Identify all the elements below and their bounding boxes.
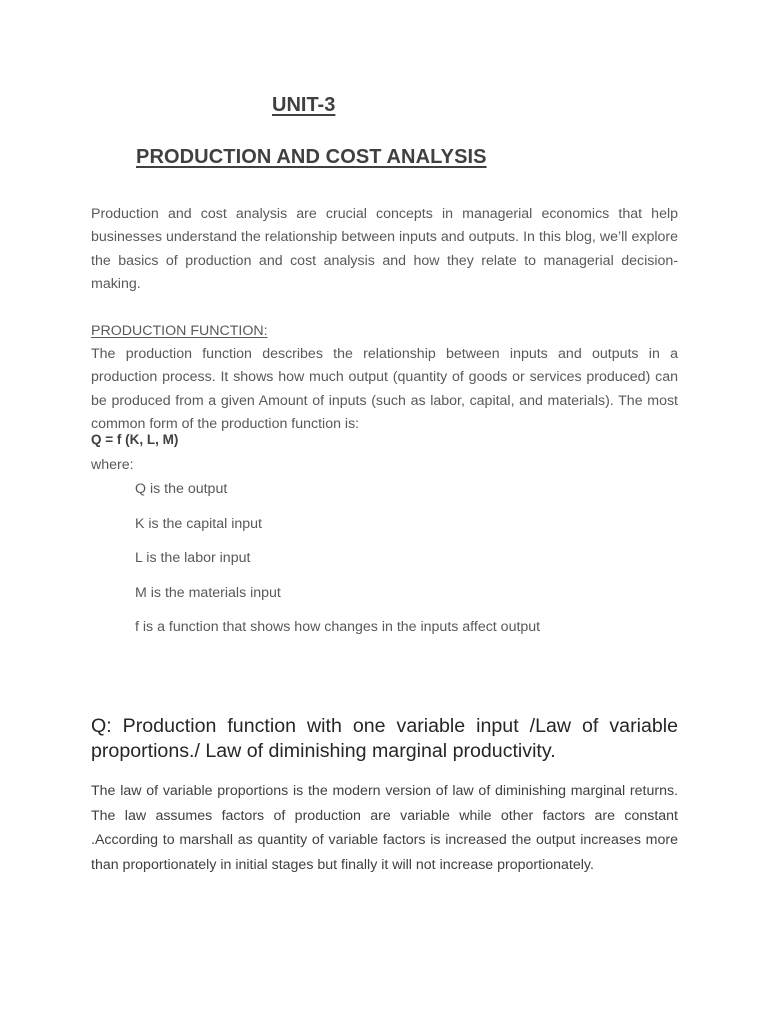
intro-paragraph: Production and cost analysis are crucial concepts in managerial economics that help businesses understand the relationship between inputs and outputs. In this blog, we’ll explore the basics of production and cost analysis and how they relate to managerial decision-making. (91, 206, 678, 292)
list-item: Q is the output (135, 481, 228, 497)
list-item: f is a function that shows how changes in the inputs affect output (135, 619, 541, 636)
main-title: PRODUCTION AND COST ANALYSIS (136, 146, 487, 168)
production-function-paragraph: The production function describes the relationship between inputs and outputs in a production process. It shows how much output (quantity of goods or services produced) can be produced from a given Amount of inputs (such as labor, capital, and materials). The most common form of the production function is: (91, 346, 678, 432)
law-paragraph: The law of variable proportions is the modern version of law of diminishing marginal returns. The law assumes factors of production are variable while other factors are constant .According to marshall as quantity of variable factors is increased the output increases more than proportionately in initial stages but finally it will not increase proportionately. (91, 783, 678, 873)
list-item: L is the labor input (135, 550, 251, 567)
list-item: K is the capital input (135, 515, 262, 532)
unit-title: UNIT-3 (272, 94, 336, 116)
question-heading: Q: Production function with one variable input /Law of variable proportions./ Law of diminishing marginal productivity. (91, 715, 678, 762)
list-item: M is the materials input (135, 584, 281, 601)
production-function-heading: PRODUCTION FUNCTION: (91, 323, 268, 339)
production-formula: Q = f (K, L, M) (91, 432, 179, 447)
variable-list (135, 479, 540, 652)
where-label: where: (91, 457, 134, 473)
